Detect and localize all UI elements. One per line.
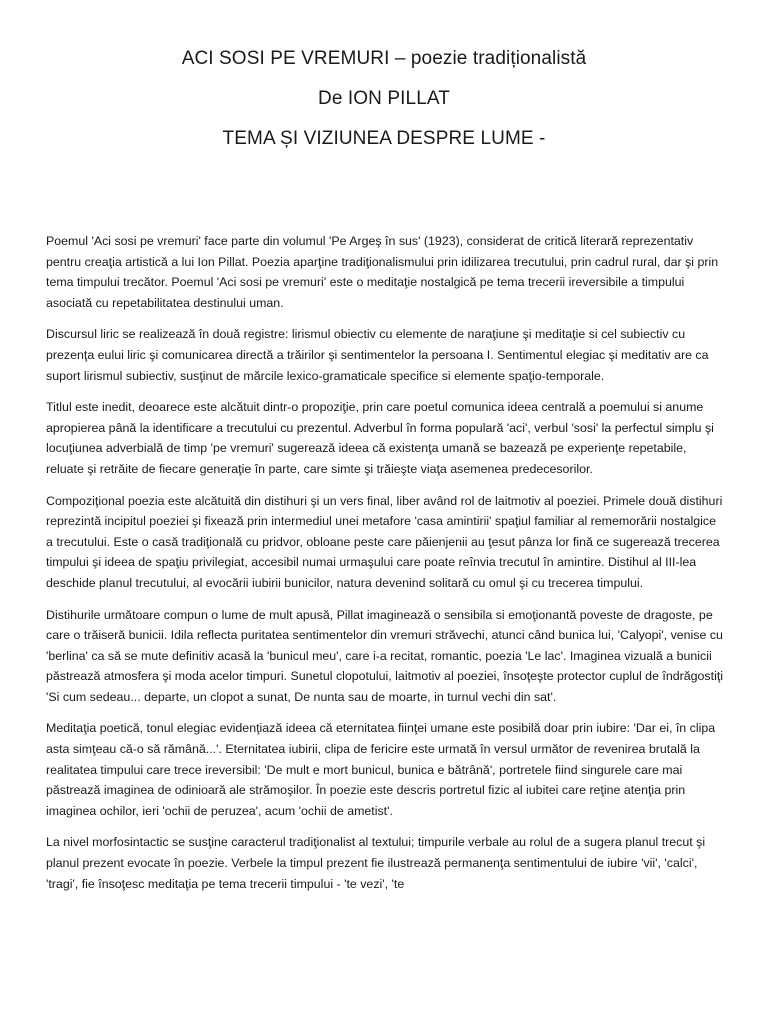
paragraph: Titlul este inedit, deoarece este alcătuit dintr-o propoziţie, prin care poetul comunica ideea centrală a poemului si anume apropierea până la identificare a trecutului cu prezentul. Adverbul în forma populară 'aci', verbul 'sosi' la perfectul simplu şi locuţiunea adverbială de timp 'pe vremuri' sugerează ideea că existenţa umană se bazează pe experienţe repetabile, reluate şi retrăite de fiecare generaţie în parte, care simte şi trăieşte viaţa asemenea predecesorilor. [46,400,714,476]
document-body [46,231,726,905]
paragraph: La nivel morfosintactic se susţine caracterul tradiţionalist al textului; timpurile verbale au rolul de a sugera planul trecut şi planul prezent evocate în poezie. Verbele la timpul prezent fie ilustrează permanenţa sentimentului de iubire 'vii', 'calci', 'tragi', fie însoţesc meditaţia pe tema trecerii timpului - 'te vezi', 'te [46,835,706,891]
document-author: De ION PILLAT [318,88,450,109]
paragraph: Poemul 'Aci sosi pe vremuri' face parte din volumul 'Pe Argeş în sus' (1923), considerat de critică literară reprezentativ pentru creaţia artistică a lui Ion Pillat. Poezia aparţine tradiţionalismului prin idilizarea trecutului, prin cadrul rural, dar şi prin tema timpului trecător. Poemul 'Aci sosi pe vremuri' este o meditaţie nostalgică pe tema trecerii ireversibile a timpului asociată cu repetabilitatea destinului uman. [46,234,719,310]
paragraph: Compoziţional poezia este alcătuită din distihuri şi un vers final, liber având rol de laitmotiv al poeziei. Primele două distihuri reprezintă incipitul poeziei şi fixează prin intermediul unei metafore 'casa amintirii' spaţiul familiar al rememorării nostalgice a trecutului. Este o casă tradiţională cu pridvor, obloane peste care păienjenii au ţesut pânza lor fină ce sugerează trecerea timpului şi ideea de spaţiu privilegiat, accesibil numai urmaşului care poate reînvia trecutul în amintire. Distihul al III-lea deschide planul trecutului, al evocării iubirii bunicilor, natura devenind solitară cu omul şi cu trecerea timpului. [46,493,723,590]
document-header [0,48,768,168]
document-title: ACI SOSI PE VREMURI – poezie tradiționalistă [181,48,587,69]
paragraph: Meditaţia poetică, tonul elegiac evidenţiază ideea că eternitatea fiinţei umane este posibilă doar prin iubire: 'Dar ei, în clipa asta simţeau că-o să rămână...'. Eternitatea iubirii, clipa de fericire este urmată în versul următor de revenirea brutală la realitatea timpului care trece ireversibil: 'De mult e mort bunicul, bunica e bătrână', portretele fiind singurele care mai păstrează imaginea de odinioară ale strămoşilor. În poezie este descris portretul fizic al iubitei care reţine atenţia prin imaginea ochilor, ieri 'ochii de peruzea', acum 'ochii de ametist'. [46,721,716,818]
paragraph: Discursul liric se realizează în două registre: lirismul obiectiv cu elemente de naraţiune şi meditaţie si cel subiectiv cu prezenţa eului liric şi comunicarea directă a trăirilor şi sentimentelor la persoana I. Sentimentul elegiac şi meditativ are ca suport lirismul subiectiv, susţinut de mărcile lexico-gramaticale specifice si elemente spaţio-temporale. [46,327,709,383]
section-heading: TEMA ȘI VIZIUNEA DESPRE LUME - [222,128,546,149]
paragraph: Distihurile următoare compun o lume de mult apusă, Pillat imaginează o sensibila si emoţionantă poveste de dragoste, pe care o trăiseră bunicii. Idila reflecta puritatea sentimentelor din vremuri străvechi, atunci când bunica lui, 'Calyopi', venise cu 'berlina' ca să se mute definitiv acasă la 'bunicul meu', care i-a recitat, romantic, poezia 'Le lac'. Imaginea vizuală a bunicii păstrează atmosfera şi moda acelor timpuri. Sunetul clopotului, laitmotiv al poeziei, însoţeşte protector cuplul de îndrăgostiţi 'Si cum sedeau... departe, un clopot a sunat, De nunta sau de moarte, in turnul vechi din sat'. [46,607,724,704]
